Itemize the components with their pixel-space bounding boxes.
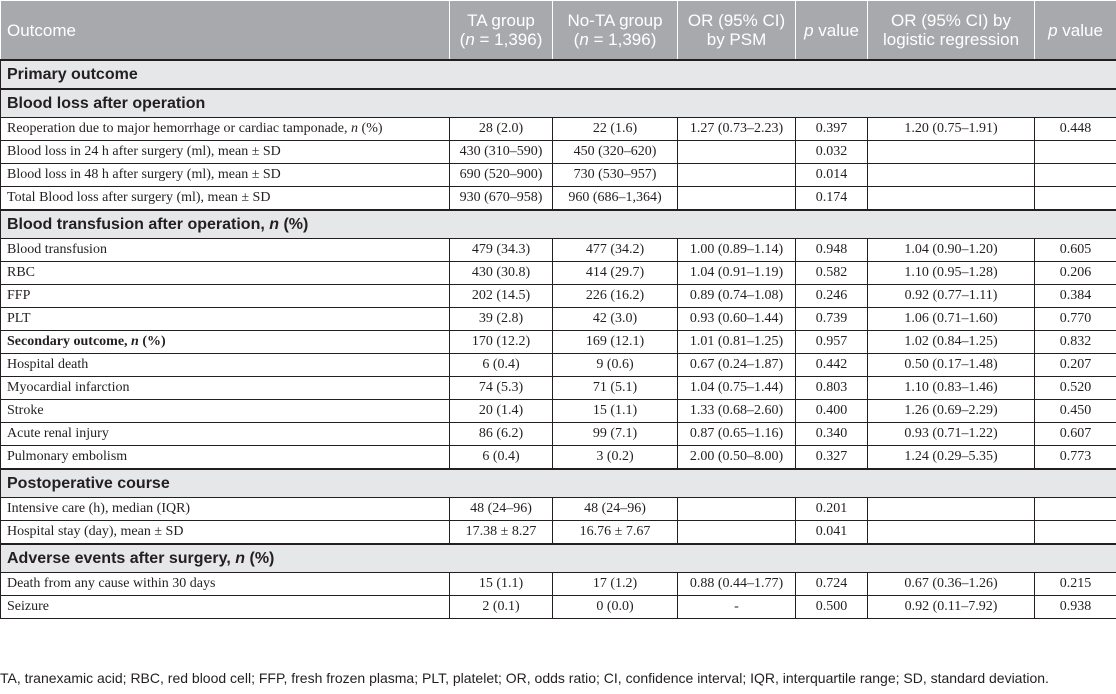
cell-p-value-psm: 0.400 <box>796 400 868 423</box>
cell-no-ta: 414 (29.7) <box>553 262 678 285</box>
section-label: Blood transfusion after operation, n (%) <box>1 210 1116 239</box>
cell-p-value-psm: 0.500 <box>796 596 868 619</box>
cell-or-logistic: 1.20 (0.75–1.91) <box>868 118 1035 141</box>
cell-p-value-psm: 0.327 <box>796 446 868 470</box>
header-row <box>1 1 1116 61</box>
table-row <box>1 308 1116 331</box>
cell-p-value-psm: 0.948 <box>796 239 868 262</box>
cell-outcome: Acute renal injury <box>1 423 450 446</box>
cell-outcome: Death from any cause within 30 days <box>1 573 450 596</box>
cell-no-ta: 17 (1.2) <box>553 573 678 596</box>
header-ta-n: (n = 1,396) <box>459 30 543 49</box>
cell-p-value-logistic: 0.832 <box>1035 331 1116 354</box>
cell-ta: 690 (520–900) <box>450 164 553 187</box>
cell-outcome: Blood loss in 24 h after surgery (ml), mean ± SD <box>1 141 450 164</box>
cell-outcome: Total Blood loss after surgery (ml), mean ± SD <box>1 187 450 211</box>
table-row <box>1 596 1116 619</box>
cell-ta: 6 (0.4) <box>450 354 553 377</box>
cell-p-value-logistic: 0.384 <box>1035 285 1116 308</box>
cell-or-psm: 1.04 (0.75–1.44) <box>678 377 796 400</box>
cell-p-value-logistic: 0.206 <box>1035 262 1116 285</box>
table-row <box>1 423 1116 446</box>
header-outcome: Outcome <box>1 1 450 61</box>
cell-no-ta: 730 (530–957) <box>553 164 678 187</box>
cell-or-psm: 0.87 (0.65–1.16) <box>678 423 796 446</box>
cell-ta: 74 (5.3) <box>450 377 553 400</box>
cell-no-ta: 450 (320–620) <box>553 141 678 164</box>
cell-ta: 20 (1.4) <box>450 400 553 423</box>
cell-p-value-logistic: 0.207 <box>1035 354 1116 377</box>
section-label: Postoperative course <box>1 469 1116 498</box>
cell-p-value-logistic: 0.938 <box>1035 596 1116 619</box>
section-row <box>1 89 1116 118</box>
cell-or-logistic: 1.10 (0.83–1.46) <box>868 377 1035 400</box>
cell-no-ta: 22 (1.6) <box>553 118 678 141</box>
cell-p-value-logistic: 0.450 <box>1035 400 1116 423</box>
table-row <box>1 377 1116 400</box>
cell-or-psm: 0.89 (0.74–1.08) <box>678 285 796 308</box>
cell-outcome: FFP <box>1 285 450 308</box>
table-row <box>1 239 1116 262</box>
cell-no-ta: 477 (34.2) <box>553 239 678 262</box>
cell-p-value-psm: 0.803 <box>796 377 868 400</box>
table-row <box>1 573 1116 596</box>
header-or-psm: OR (95% CI) by PSM <box>678 1 796 61</box>
cell-or-psm <box>678 521 796 545</box>
cell-or-logistic <box>868 521 1035 545</box>
cell-p-value-logistic: 0.773 <box>1035 446 1116 470</box>
cell-no-ta: 169 (12.1) <box>553 331 678 354</box>
cell-p-value-psm: 0.957 <box>796 331 868 354</box>
cell-p-value-psm: 0.582 <box>796 262 868 285</box>
cell-p-value-psm: 0.340 <box>796 423 868 446</box>
cell-or-logistic: 0.92 (0.77–1.11) <box>868 285 1035 308</box>
cell-ta: 48 (24–96) <box>450 498 553 521</box>
cell-no-ta: 3 (0.2) <box>553 446 678 470</box>
cell-p-value-psm: 0.442 <box>796 354 868 377</box>
table-row <box>1 118 1116 141</box>
table-row <box>1 187 1116 211</box>
table-row <box>1 498 1116 521</box>
cell-p-value-logistic: 0.448 <box>1035 118 1116 141</box>
cell-ta: 2 (0.1) <box>450 596 553 619</box>
cell-ta: 39 (2.8) <box>450 308 553 331</box>
table-row <box>1 262 1116 285</box>
cell-or-logistic: 1.02 (0.84–1.25) <box>868 331 1035 354</box>
section-row <box>1 544 1116 573</box>
cell-or-psm <box>678 141 796 164</box>
cell-no-ta: 42 (3.0) <box>553 308 678 331</box>
cell-no-ta: 9 (0.6) <box>553 354 678 377</box>
table-row <box>1 446 1116 470</box>
cell-no-ta: 48 (24–96) <box>553 498 678 521</box>
cell-p-value-psm: 0.739 <box>796 308 868 331</box>
cell-outcome: Pulmonary embolism <box>1 446 450 470</box>
cell-ta: 430 (310–590) <box>450 141 553 164</box>
cell-p-value-logistic <box>1035 141 1116 164</box>
table-row <box>1 354 1116 377</box>
cell-p-value-psm: 0.041 <box>796 521 868 545</box>
cell-or-logistic: 0.92 (0.11–7.92) <box>868 596 1035 619</box>
cell-or-logistic: 1.06 (0.71–1.60) <box>868 308 1035 331</box>
cell-p-value-psm: 0.246 <box>796 285 868 308</box>
header-nota-n: (n = 1,396) <box>573 30 657 49</box>
section-row <box>1 210 1116 239</box>
cell-no-ta: 71 (5.1) <box>553 377 678 400</box>
cell-or-logistic: 1.04 (0.90–1.20) <box>868 239 1035 262</box>
cell-no-ta: 99 (7.1) <box>553 423 678 446</box>
cell-ta: 930 (670–958) <box>450 187 553 211</box>
cell-ta: 430 (30.8) <box>450 262 553 285</box>
cell-or-logistic <box>868 164 1035 187</box>
section-label: Primary outcome <box>1 60 1116 89</box>
cell-or-psm: 1.00 (0.89–1.14) <box>678 239 796 262</box>
cell-p-value-logistic <box>1035 187 1116 211</box>
cell-outcome: Blood transfusion <box>1 239 450 262</box>
table-row <box>1 331 1116 354</box>
cell-p-value-logistic: 0.520 <box>1035 377 1116 400</box>
cell-or-logistic: 0.50 (0.17–1.48) <box>868 354 1035 377</box>
cell-outcome: Secondary outcome, n (%) <box>1 331 450 354</box>
cell-outcome: Seizure <box>1 596 450 619</box>
cell-or-logistic <box>868 187 1035 211</box>
header-or-logistic: OR (95% CI) by logistic regression <box>868 1 1035 61</box>
cell-p-value-logistic <box>1035 498 1116 521</box>
cell-or-logistic: 0.93 (0.71–1.22) <box>868 423 1035 446</box>
header-p-value-2 <box>1035 1 1116 61</box>
cell-ta: 6 (0.4) <box>450 446 553 470</box>
cell-or-psm <box>678 164 796 187</box>
cell-or-psm: 1.27 (0.73–2.23) <box>678 118 796 141</box>
table-footnote: TA, tranexamic acid; RBC, red blood cell; FFP, fresh frozen plasma; PLT, platelet; OR, odds ratio; CI, confidence interval; IQR, interquartile range; SD, standard deviation. <box>0 670 1049 686</box>
cell-ta: 17.38 ± 8.27 <box>450 521 553 545</box>
cell-outcome: Hospital death <box>1 354 450 377</box>
section-label: Blood loss after operation <box>1 89 1116 118</box>
cell-outcome: Blood loss in 48 h after surgery (ml), mean ± SD <box>1 164 450 187</box>
cell-or-logistic <box>868 141 1035 164</box>
cell-ta: 170 (12.2) <box>450 331 553 354</box>
cell-ta: 479 (34.3) <box>450 239 553 262</box>
cell-p-value-psm: 0.174 <box>796 187 868 211</box>
cell-outcome: Reoperation due to major hemorrhage or cardiac tamponade, n (%) <box>1 118 450 141</box>
cell-outcome: Hospital stay (day), mean ± SD <box>1 521 450 545</box>
cell-or-psm: 2.00 (0.50–8.00) <box>678 446 796 470</box>
cell-no-ta: 226 (16.2) <box>553 285 678 308</box>
cell-no-ta: 15 (1.1) <box>553 400 678 423</box>
cell-no-ta: 960 (686–1,364) <box>553 187 678 211</box>
cell-or-psm <box>678 187 796 211</box>
cell-or-logistic: 1.26 (0.69–2.29) <box>868 400 1035 423</box>
header-p-value-2-text: p value <box>1048 20 1103 40</box>
table-row <box>1 285 1116 308</box>
section-row <box>1 60 1116 89</box>
cell-or-psm: - <box>678 596 796 619</box>
cell-p-value-logistic <box>1035 521 1116 545</box>
cell-or-psm: 0.88 (0.44–1.77) <box>678 573 796 596</box>
section-row <box>1 469 1116 498</box>
cell-or-psm: 1.01 (0.81–1.25) <box>678 331 796 354</box>
cell-ta: 28 (2.0) <box>450 118 553 141</box>
header-ta-group: TA group (n = 1,396) <box>450 1 553 61</box>
cell-p-value-psm: 0.201 <box>796 498 868 521</box>
cell-outcome: RBC <box>1 262 450 285</box>
header-p-value-1 <box>796 1 868 61</box>
cell-or-psm: 1.33 (0.68–2.60) <box>678 400 796 423</box>
table-row <box>1 400 1116 423</box>
cell-or-psm: 0.67 (0.24–1.87) <box>678 354 796 377</box>
cell-outcome: Myocardial infarction <box>1 377 450 400</box>
cell-p-value-psm: 0.724 <box>796 573 868 596</box>
cell-p-value-logistic <box>1035 164 1116 187</box>
table-row <box>1 521 1116 545</box>
table-row <box>1 164 1116 187</box>
cell-or-logistic: 1.24 (0.29–5.35) <box>868 446 1035 470</box>
cell-p-value-logistic: 0.607 <box>1035 423 1116 446</box>
cell-or-logistic: 0.67 (0.36–1.26) <box>868 573 1035 596</box>
header-p-value-1-text: p value <box>804 20 859 40</box>
cell-ta: 15 (1.1) <box>450 573 553 596</box>
cell-p-value-logistic: 0.770 <box>1035 308 1116 331</box>
table-row <box>1 141 1116 164</box>
cell-outcome: PLT <box>1 308 450 331</box>
cell-or-logistic <box>868 498 1035 521</box>
cell-p-value-logistic: 0.215 <box>1035 573 1116 596</box>
header-no-ta-group: No-TA group (n = 1,396) <box>553 1 678 61</box>
cell-p-value-psm: 0.032 <box>796 141 868 164</box>
cell-or-psm: 0.93 (0.60–1.44) <box>678 308 796 331</box>
cell-or-psm: 1.04 (0.91–1.19) <box>678 262 796 285</box>
cell-or-logistic: 1.10 (0.95–1.28) <box>868 262 1035 285</box>
cell-ta: 86 (6.2) <box>450 423 553 446</box>
cell-p-value-logistic: 0.605 <box>1035 239 1116 262</box>
section-label: Adverse events after surgery, n (%) <box>1 544 1116 573</box>
cell-outcome: Stroke <box>1 400 450 423</box>
cell-no-ta: 0 (0.0) <box>553 596 678 619</box>
cell-or-psm <box>678 498 796 521</box>
cell-outcome: Intensive care (h), median (IQR) <box>1 498 450 521</box>
cell-p-value-psm: 0.014 <box>796 164 868 187</box>
cell-ta: 202 (14.5) <box>450 285 553 308</box>
cell-p-value-psm: 0.397 <box>796 118 868 141</box>
cell-no-ta: 16.76 ± 7.67 <box>553 521 678 545</box>
